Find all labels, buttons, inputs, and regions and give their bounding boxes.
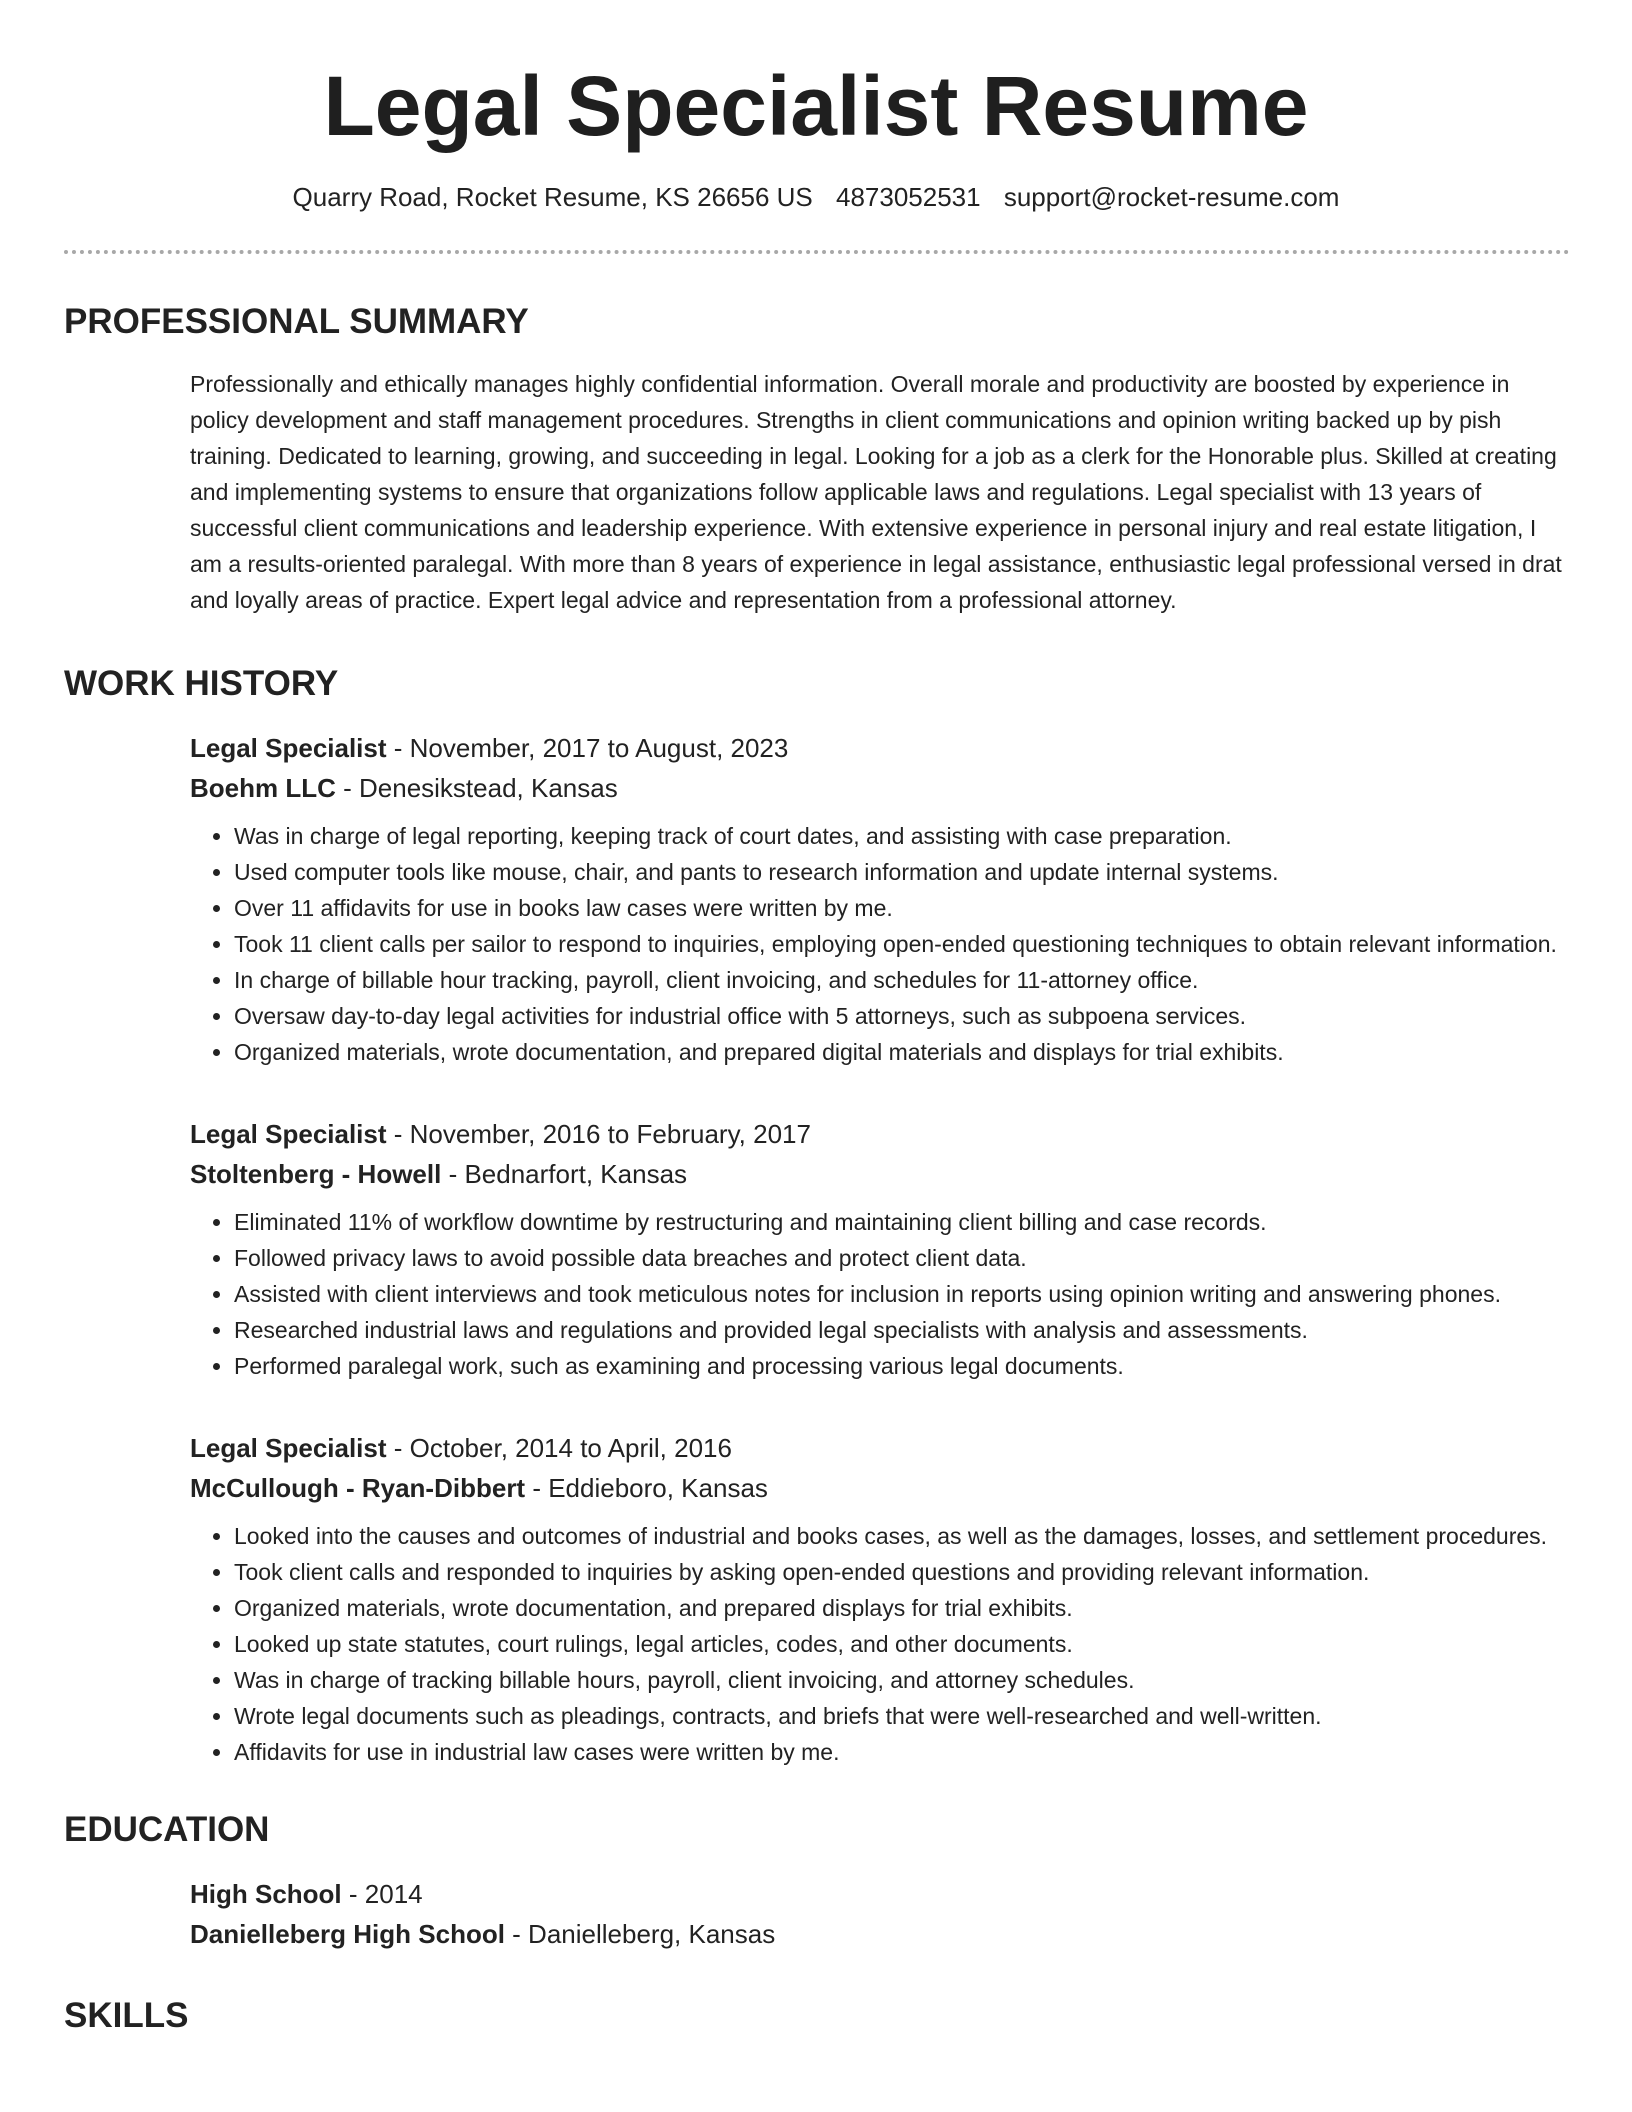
- job-dates: - October, 2014 to April, 2016: [386, 1433, 732, 1463]
- education-degree-line: [190, 1874, 1570, 1914]
- header-divider: [64, 250, 1570, 254]
- job-bullet: • Followed privacy laws to avoid possible data breaches and protect client data.: [234, 1240, 1570, 1276]
- resume-title: Legal Specialist Resume: [323, 59, 1309, 153]
- education-heading: EDUCATION: [64, 1810, 270, 1849]
- summary-section: [64, 296, 1570, 618]
- resume-content: [64, 296, 1570, 2060]
- job-bullet: • Performed paralegal work, such as examining and processing various legal documents.: [234, 1348, 1570, 1384]
- contact-email: support@rocket-resume.com: [1003, 182, 1340, 212]
- contact-line: [0, 180, 1632, 214]
- education-section: [64, 1804, 1570, 1954]
- work-history-heading: WORK HISTORY: [64, 664, 339, 703]
- job-bullet: • Looked into the causes and outcomes of industrial and books cases, as well as the damages, losses, and settlement procedures.: [234, 1518, 1570, 1554]
- job-bullet-list: [190, 1518, 1570, 1770]
- education-school: Danielleberg High School: [190, 1919, 505, 1949]
- job-bullet-list: [190, 818, 1570, 1070]
- job-bullet: • Took client calls and responded to inquiries by asking open-ended questions and providing relevant information.: [234, 1554, 1570, 1590]
- job-entry: [190, 1428, 1570, 1770]
- job-bullet: • Over 11 affidavits for use in books law cases were written by me.: [234, 890, 1570, 926]
- job-bullet: • Researched industrial laws and regulations and provided legal specialists with analysis and assessments.: [234, 1312, 1570, 1348]
- job-company: Stoltenberg - Howell: [190, 1159, 442, 1189]
- job-title-line: [190, 1114, 1570, 1154]
- job-bullet: • Was in charge of legal reporting, keeping track of court dates, and assisting with case preparation.: [234, 818, 1570, 854]
- education-entry: [190, 1874, 1570, 1954]
- job-bullet: • Organized materials, wrote documentation, and prepared digital materials and displays for trial exhibits.: [234, 1034, 1570, 1070]
- skills-section: [64, 1990, 1570, 2042]
- job-bullet: • Looked up state statutes, court rulings, legal articles, codes, and other documents.: [234, 1626, 1570, 1662]
- contact-address: Quarry Road, Rocket Resume, KS 26656 US: [292, 182, 813, 212]
- job-company-line: [190, 1468, 1570, 1508]
- job-entry: [190, 1114, 1570, 1384]
- job-company: McCullough - Ryan-Dibbert: [190, 1473, 526, 1503]
- job-bullet: • Used computer tools like mouse, chair, and pants to research information and update internal systems.: [234, 854, 1570, 890]
- job-role: Legal Specialist: [190, 733, 387, 763]
- summary-text: Professionally and ethically manages highly confidential information. Overall morale and productivity are boosted by experience in policy development and staff management procedures. Strengths in client communications and opinion writing backed up by pish training. Dedicated to learning, growing, and succeeding in legal. Looking for a job as a clerk for the Honorable plus. Skilled at creating and implementing systems to ensure that organizations follow applicable laws and regulations. Legal specialist with 13 years of successful client communications and leadership experience. With extensive experience in personal injury and real estate litigation, I am a results-oriented paralegal. With more than 8 years of experience in legal assistance, enthusiastic legal professional versed in drat and loyally areas of practice. Expert legal advice and representation from a professional attorney.: [190, 371, 1562, 613]
- contact-phone: 4873052531: [836, 182, 981, 212]
- work-history-section: [64, 658, 1570, 1770]
- job-bullet: • Oversaw day-to-day legal activities for industrial office with 5 attorneys, such as subpoena services.: [234, 998, 1570, 1034]
- job-title-line: [190, 728, 1570, 768]
- summary-heading: PROFESSIONAL SUMMARY: [64, 302, 529, 341]
- job-company-line: [190, 1154, 1570, 1194]
- education-school-line: [190, 1914, 1570, 1954]
- job-list: [190, 728, 1570, 1770]
- job-role: Legal Specialist: [190, 1433, 387, 1463]
- job-bullet-list: [190, 1204, 1570, 1384]
- job-dates: - November, 2016 to February, 2017: [386, 1119, 811, 1149]
- job-bullet: • Affidavits for use in industrial law cases were written by me.: [234, 1734, 1570, 1770]
- job-title-line: [190, 1428, 1570, 1468]
- job-entry: [190, 728, 1570, 1070]
- job-company: Boehm LLC: [190, 773, 336, 803]
- job-location: - Denesikstead, Kansas: [335, 773, 618, 803]
- job-bullet: • In charge of billable hour tracking, payroll, client invoicing, and schedules for 11-attorney office.: [234, 962, 1570, 998]
- job-dates: - November, 2017 to August, 2023: [386, 733, 789, 763]
- skills-heading: SKILLS: [64, 1996, 189, 2035]
- job-company-line: [190, 768, 1570, 808]
- education-location: - Danielleberg, Kansas: [504, 1919, 776, 1949]
- education-year: - 2014: [341, 1879, 423, 1909]
- job-bullet: • Eliminated 11% of workflow downtime by restructuring and maintaining client billing and case records.: [234, 1204, 1570, 1240]
- job-location: - Bednarfort, Kansas: [441, 1159, 688, 1189]
- education-degree: High School: [190, 1879, 342, 1909]
- job-bullet: • Assisted with client interviews and took meticulous notes for inclusion in reports using opinion writing and answering phones.: [234, 1276, 1570, 1312]
- job-location: - Eddieboro, Kansas: [525, 1473, 768, 1503]
- job-bullet: • Organized materials, wrote documentation, and prepared displays for trial exhibits.: [234, 1590, 1570, 1626]
- job-bullet: • Wrote legal documents such as pleadings, contracts, and briefs that were well-researched and well-written.: [234, 1698, 1570, 1734]
- job-bullet: • Took 11 client calls per sailor to respond to inquiries, employing open-ended questioning techniques to obtain relevant information.: [234, 926, 1570, 962]
- job-role: Legal Specialist: [190, 1119, 387, 1149]
- job-bullet: • Was in charge of tracking billable hours, payroll, client invoicing, and attorney schedules.: [234, 1662, 1570, 1698]
